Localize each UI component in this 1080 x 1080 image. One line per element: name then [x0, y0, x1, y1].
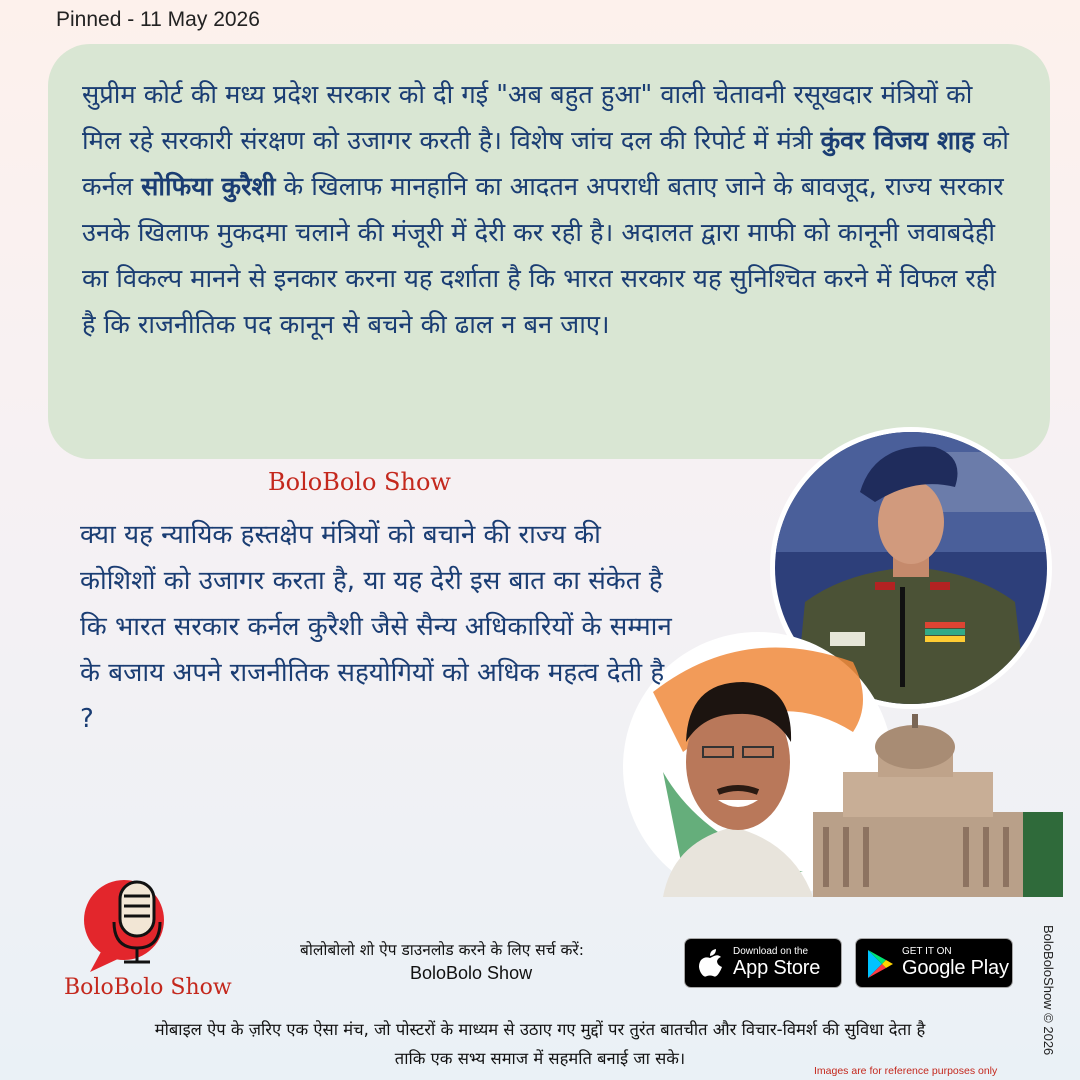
app-store-small: Download on the	[733, 946, 809, 957]
minister-name: कुंवर विजय शाह	[820, 126, 975, 156]
disclaimer: Images are for reference purposes only	[814, 1065, 998, 1077]
minister-court-photo	[623, 622, 1063, 897]
apple-icon	[697, 948, 723, 983]
quote-part-3: के खिलाफ मानहानि का आदतन अपराधी बताए जाने के बावजूद, राज्य सरकार उनके खिलाफ मुकदमा चलाने की मंजूरी में देरी कर रही है। अदालत द्वारा माफी को कानूनी जवाबदेही का विकल्प मानने से इनकार करना यह दर्शाता है कि भारत सरकार यह सुनिश्चित करने में विफल रही है कि राजनीतिक पद कानून से बचने की ढाल न बन जाए।	[82, 172, 1004, 340]
pinned-date: Pinned - 11 May 2026	[56, 8, 260, 31]
footer-line-1: मोबाइल ऐप के ज़रिए एक ऐसा मंच, जो पोस्टरों के माध्यम से उठाए गए मुद्दों पर तुरंत बातचीत और विचार-विमर्श की सुविधा देता है	[154, 1020, 926, 1039]
google-play-small: GET IT ON	[902, 946, 952, 957]
app-store-big: App Store	[733, 957, 821, 979]
download-app-name: BoloBolo Show	[410, 963, 533, 983]
quote-text	[82, 72, 1012, 348]
copyright: BoloBoloShow © 2026	[1041, 925, 1056, 1056]
google-play-icon	[866, 949, 894, 984]
app-store-button[interactable]	[684, 938, 842, 988]
download-caption: बोलोबोलो शो ऐप डाउनलोड करने के लिए सर्च करें:	[300, 941, 584, 959]
google-play-button[interactable]	[855, 938, 1013, 988]
footer-line-2: ताकि एक सभ्य समाज में सहमति बनाई जा सके।	[394, 1049, 686, 1068]
colonel-name: सोफिया कुरैशी	[141, 172, 276, 202]
quote-part-1: सुप्रीम कोर्ट की मध्य प्रदेश सरकार को दी गई "अब बहुत हुआ" वाली चेतावनी रसूखदार मंत्रियों को मिल रहे सरकारी संरक्षण को उजागर करती है। विशेष जांच दल की रिपोर्ट में मंत्री	[82, 80, 973, 156]
question-text: क्या यह न्यायिक हस्तक्षेप मंत्रियों को बचाने की राज्य की कोशिशों को उजागर करता है, या यह देरी इस बात का संकेत है कि भारत सरकार कर्नल कुरैशी जैसे सैन्य अधिकारियों के सम्मान के बजाय अपने राजनीतिक सहयोगियों को अधिक महत्व देती है ?	[80, 520, 672, 734]
brand-label: BoloBolo Show	[268, 468, 451, 496]
google-play-big: Google Play	[902, 957, 1009, 979]
quote-part-2: को कर्नल	[82, 126, 1009, 202]
logo-text: BoloBolo Show	[64, 975, 232, 1000]
